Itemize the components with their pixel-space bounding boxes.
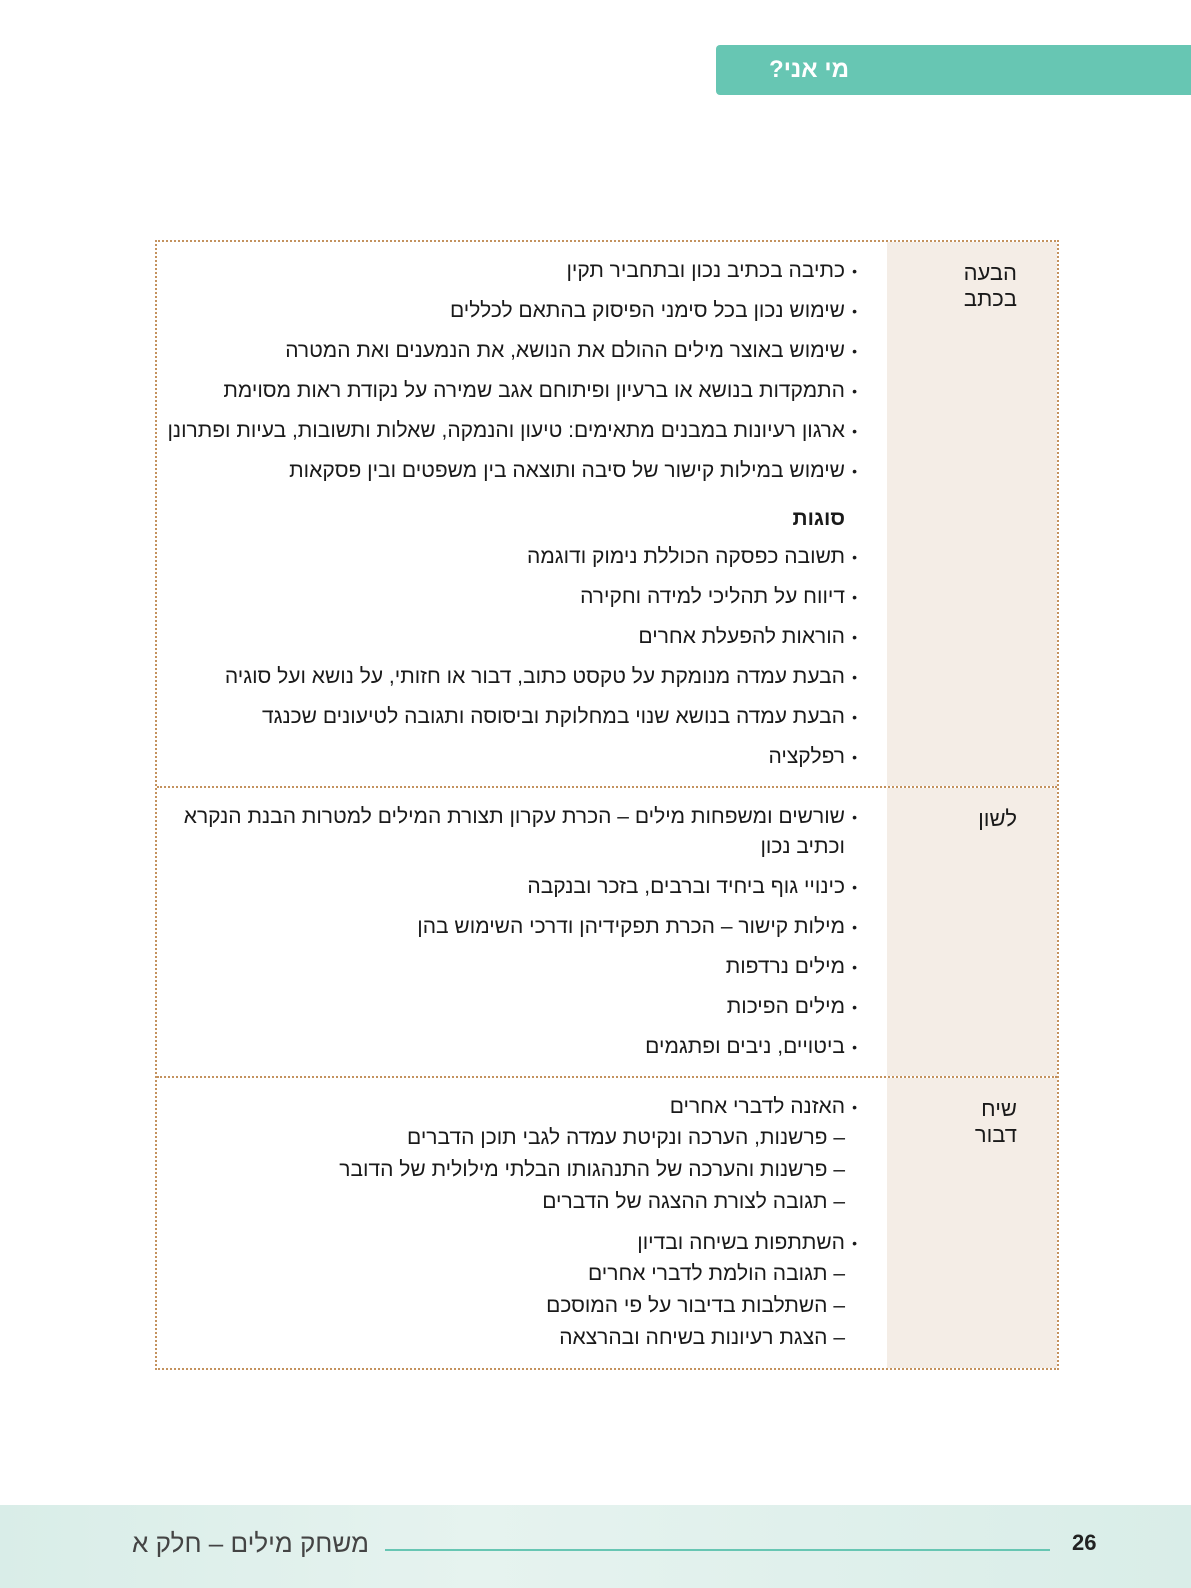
bullet-list [167, 802, 857, 1062]
topic-label-line: לשון [978, 806, 1017, 831]
topic-label-line: דבור [974, 1122, 1017, 1147]
list-item: • כינויי גוף ביחיד וברבים, בזכר ובנקבה [167, 872, 857, 902]
book-title: משחק מילים – חלק א [132, 1528, 369, 1558]
list-item-group [167, 1092, 857, 1218]
sub-item: – תגובה לצורת ההצגה של הדברים [167, 1186, 845, 1218]
topic-label-line: שיח [981, 1096, 1017, 1121]
footer-divider [385, 1549, 1050, 1551]
bullet-list [167, 256, 857, 486]
list-item: • ביטויים, ניבים ופתגמים [167, 1032, 857, 1062]
sub-item: – הצגת רעיונות בשיחה ובהרצאה [167, 1322, 845, 1354]
curriculum-table [155, 240, 1059, 1370]
list-item: • שימוש במילות קישור של סיבה ותוצאה בין משפטים ובין פסקאות [167, 456, 857, 486]
list-item: • הבעת עמדה בנושא שנוי במחלוקת וביסוסה ותגובה לטיעונים שכנגד [167, 702, 857, 732]
content-cell [157, 1078, 887, 1368]
topic-label-line: בכתב [963, 286, 1017, 311]
list-item: • תשובה כפסקה הכוללת נימוק ודוגמה [167, 542, 857, 572]
list-item: • שימוש נכון בכל סימני הפיסוק בהתאם לכללים [167, 296, 857, 326]
table-row-speech [157, 1076, 1057, 1368]
dash-sublist [167, 1258, 845, 1354]
list-item: • כתיבה בכתיב נכון ובתחביר תקין [167, 256, 857, 286]
content-cell [157, 788, 887, 1076]
list-item: • ארגון רעיונות במבנים מתאימים: טיעון והנמקה, שאלות ותשובות, בעיות ופתרונן [167, 416, 857, 446]
list-item-group [167, 1228, 857, 1354]
list-item: • מילות קישור – הכרת תפקידיהן ודרכי השימוש בהן [167, 912, 857, 942]
sub-item: – פרשנות והערכה של התנהגותו הבלתי מילולית של הדובר [167, 1154, 845, 1186]
page-number: 26 [1072, 1530, 1097, 1555]
group-label: האזנה לדברי אחרים [669, 1095, 845, 1118]
topic-cell [887, 788, 1057, 1076]
sub-item: – תגובה הולמת לדברי אחרים [167, 1258, 845, 1290]
table-row-written-expression [157, 242, 1057, 786]
genres-subheading: סוגות [792, 507, 845, 530]
list-item: • רפלקציה [167, 742, 857, 772]
bullet-list [167, 1092, 857, 1354]
list-item: • הבעת עמדה מנומקת על טקסט כתוב, דבור או חזותי, על נושא ועל סוגיה [167, 662, 857, 692]
list-item: • שימוש באוצר מילים ההולם את הנושא, את הנמענים ואת המטרה [167, 336, 857, 366]
list-item: • התמקדות בנושא או ברעיון ופיתוחם אגב שמירה על נקודת ראות מסוימת [167, 376, 857, 406]
table-row-language [157, 786, 1057, 1076]
content-cell [157, 242, 887, 786]
group-label: השתתפות בשיחה ובדיון [637, 1231, 845, 1254]
list-item: • שורשים ומשפחות מילים – הכרת עקרון תצורת המילים למטרות הבנת הנקרא וכתיב נכון [167, 802, 857, 862]
section-title: מי אני? [769, 56, 849, 83]
dash-sublist [167, 1122, 845, 1218]
list-item: • הוראות להפעלת אחרים [167, 622, 857, 652]
list-item: • מילים הפיכות [167, 992, 857, 1022]
list-item: • דיווח על תהליכי למידה וחקירה [167, 582, 857, 612]
genres-list [167, 542, 857, 772]
topic-cell [887, 242, 1057, 786]
sub-item: – פרשנות, הערכה ונקיטת עמדה לגבי תוכן הדברים [167, 1122, 845, 1154]
topic-cell [887, 1078, 1057, 1368]
sub-item: – השתלבות בדיבור על פי המוסכם [167, 1290, 845, 1322]
topic-label-line: הבעה [963, 260, 1017, 285]
list-item: • מילים נרדפות [167, 952, 857, 982]
section-header-tab [716, 45, 1191, 95]
